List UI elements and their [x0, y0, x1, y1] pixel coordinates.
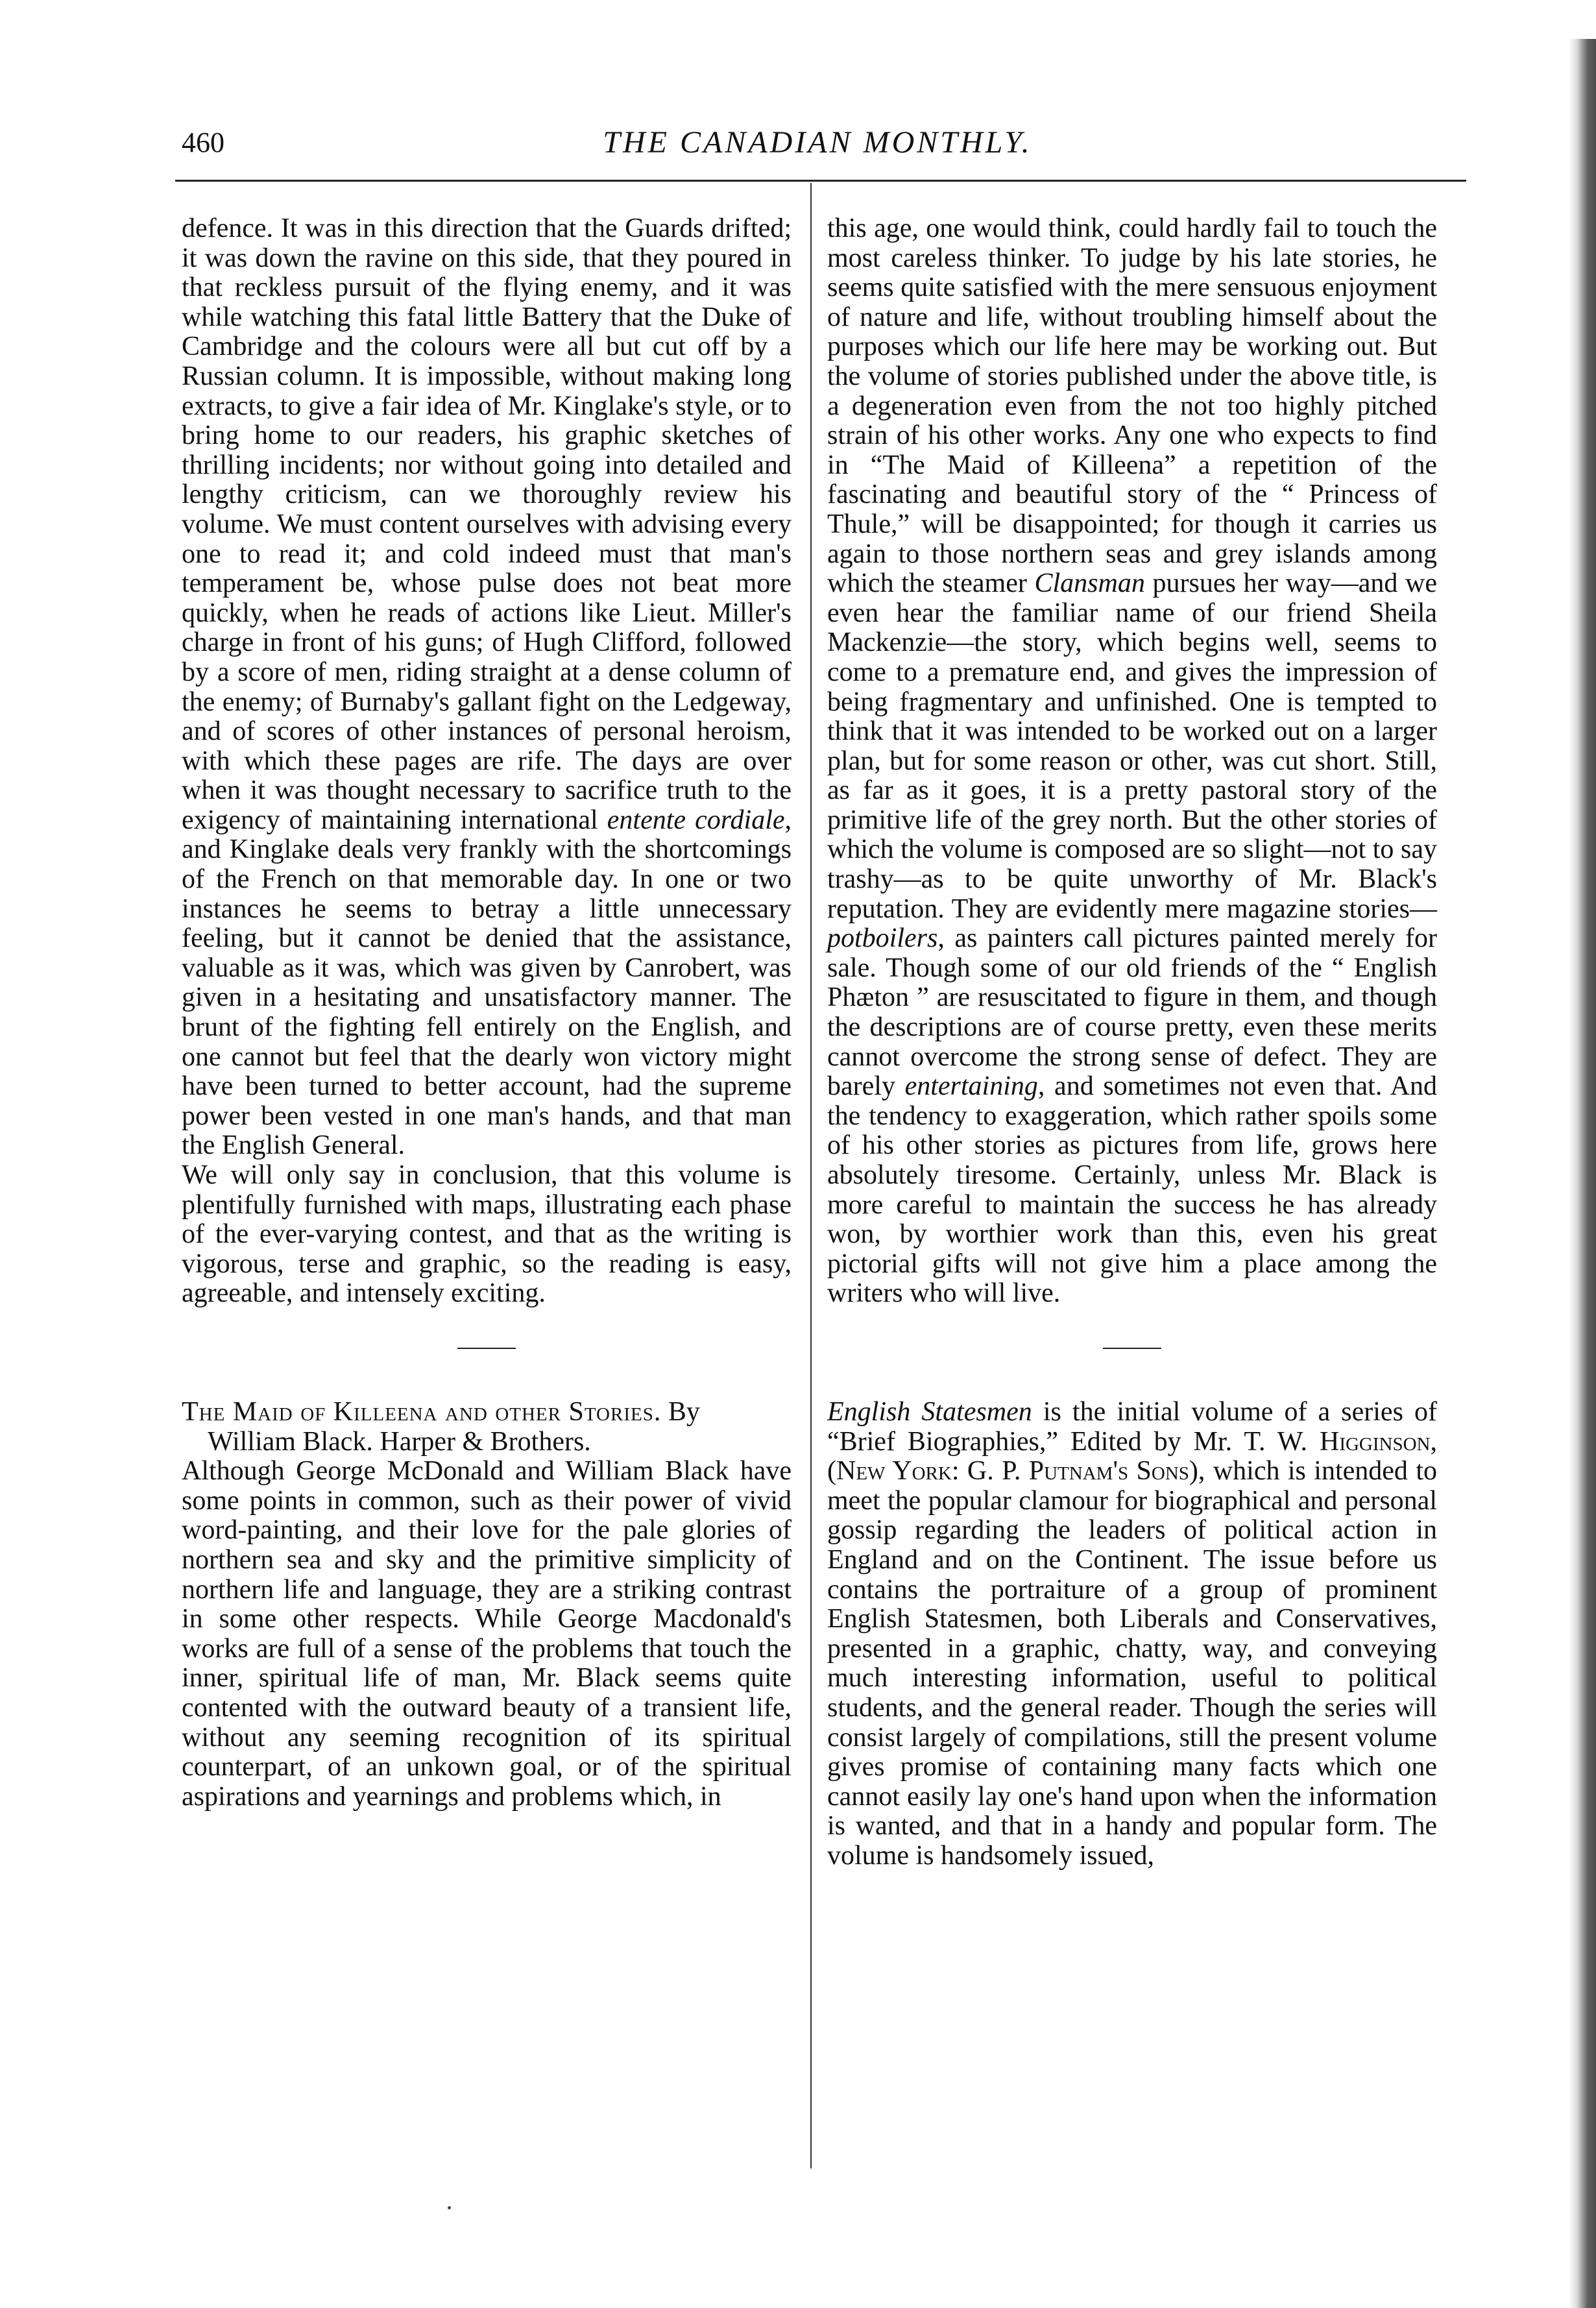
left-paragraph-1-continued: , and Kinglake deals very frankly with the shortcomings of the French on that memorable day. In one or two instances he seems to betray a little unnecessary feeling, but it cannot be denied that the assistance, valuable as it was, which was given by Canrobert, was given in a hesitating and unsatisfactory manner. The brunt of the fighting fell entirely on the English, and one cannot but feel that the dearly won victory might have been turned to better account, had the supreme power been vested in one man's hands, and that man the English General. [182, 805, 792, 1161]
right-paragraph-1 [827, 214, 1437, 1309]
left-paragraph-3: Although George McDonald and William Black have some points in common, such as their power of vivid word-painting, and their love for the pale glories of northern sea and sky and the primitive simplicity of northern life and language, they are a striking contrast in some other respects. While George Macdonald's works are full of a sense of the problems that touch the inner, spiritual life of man, Mr. Black seems quite contented with the outward beauty of a transient life, without any seeming recognition of its spiritual counterpart, of an unkown goal, or of the spiritual aspirations and yearnings and problems which, in [182, 1456, 792, 1812]
right-paragraph-1-continued-3: , and sometimes not even that. And the tendency to exaggeration, which rather spoils some of his other stories as pictures from life, grows here absolutely tiresome. Certainly, unless Mr. Black is more careful to maintain the success he has already won, by worthier work than this, even his great pictorial gifts will not give him a place among the writers who will live. [827, 1071, 1437, 1309]
review-heading [182, 1398, 792, 1457]
review-byline: By William Black. Harper & Brothers. [208, 1396, 700, 1457]
right-paragraph-2-continued: ), which is intended to meet the popular clamour for biographical and personal gossip regarding the leaders of political action in England and on the Continent. The issue before us contains the portraiture of a group of prominent English Statesmen, both Liberals and Conservatives, presented in a graphic, chatty, way, and conveying much interesting information, useful to political students, and the general reader. Though the series will consist largely of compilations, still the present volume gives promise of containing many facts which one cannot easily lay one's hand upon when the information is wanted, and that in a handy and popular form. The volume is handsomely issued, [827, 1456, 1437, 1871]
publisher-name: New York: G. P. Putnam's Sons [836, 1456, 1189, 1487]
right-paragraph-2-punct: , ( [827, 1426, 1437, 1487]
column-divider [810, 183, 812, 2168]
left-paragraph-1 [182, 214, 792, 1161]
italic-word: entertaining [904, 1071, 1038, 1102]
left-paragraph-1-text: defence. It was in this direction that the Guards drifted; it was down the ravine on this side, that they poured in that reckless pursuit of the flying enemy, and it was while watching this fatal little Battery that the Duke of Cambridge and the colours were all but cut off by a Russian column. It is impossible, without making long extracts, to give a fair idea of Mr. Kinglake's style, or to bring home to our readers, his graphic sketches of thrilling incidents; nor without going into detailed and lengthy criticism, can we thoroughly review his volume. We must content ourselves with advising every one to read it; and cold indeed must that man's temperament be, whose pulse does not beat more quickly, when he reads of actions like Lieut. Miller's charge in front of his guns; of Hugh Clifford, followed by a score of men, riding straight at a dense column of the enemy; of Burnaby's gallant fight on the Ledgeway, and of scores of other instances of personal heroism, with which these pages are rife. The days are over when it was thought necessary to sacrifice truth to the exigency of maintaining international [182, 213, 792, 835]
left-column [182, 214, 792, 1812]
italic-book-title: English Statesmen [827, 1396, 1032, 1427]
right-column [827, 214, 1437, 1871]
section-separator [457, 1348, 516, 1349]
header-rule [175, 180, 1466, 182]
scanned-page-edge [1569, 39, 1596, 2308]
print-speck [448, 2206, 451, 2209]
page-number: 460 [182, 127, 224, 158]
page-header [182, 123, 1453, 175]
right-paragraph-1-continued: pursues her way—and we even hear the familiar name of our friend Sheila Mackenzie—the story, which begins well, seems to come to a premature end, and gives the impression of being fragmentary and unfinished. One is tempted to think that it was intended to be worked out on a larger plan, but for some reason or other, was cut short. Still, as far as it goes, it is a pretty pastoral story of the primitive life of the grey north. But the other stories of which the volume is composed are so slight—not to say trashy—as to be quite unworthy of Mr. Black's reputation. They are evidently mere magazine stories— [827, 568, 1437, 924]
review-title: The Maid of Killeena and other Stories. [182, 1396, 662, 1427]
left-paragraph-2: We will only say in conclusion, that this volume is plentifully furnished with maps, illustrating each phase of the ever-varying contest, and that as the writing is vigorous, terse and graphic, so the reading is easy, agreeable, and intensely exciting. [182, 1160, 792, 1309]
right-paragraph-2-text: is the initial volume of a series of “Brief Biographies,” Edited by Mr. T. W. [827, 1396, 1437, 1457]
running-title: THE CANADIAN MONTHLY. [603, 125, 1032, 160]
right-paragraph-1-continued-2: , as painters call pictures painted merely for sale. Though some of our old friends of the “ English Phæton ” are resuscitated to figure in them, and though the descriptions are of course pretty, even these merits cannot overcome the strong sense of defect. They are barely [827, 923, 1437, 1102]
italic-ship-name: Clansman [1034, 568, 1145, 599]
italic-term: potboilers [827, 923, 938, 954]
right-paragraph-1-text: this age, one would think, could hardly fail to touch the most careless thinker. To judge by his late stories, he seems quite satisfied with the mere sensuous enjoyment of nature and life, without troubling himself about the purposes which our life here may be working out. But the volume of stories published under the above title, is a degeneration even from the not too highly pitched strain of his other works. Any one who expects to find in “The Maid of Killeena” a repetition of the fascinating and beautiful story of the “ Princess of Thule,” will be disappointed; for though it carries us again to those northern seas and grey islands among which the steamer [827, 213, 1437, 599]
section-separator-right [1103, 1348, 1161, 1349]
italic-phrase: entente cordiale [607, 805, 785, 835]
right-paragraph-2 [827, 1398, 1437, 1871]
editor-name: Higginson [1320, 1426, 1431, 1457]
